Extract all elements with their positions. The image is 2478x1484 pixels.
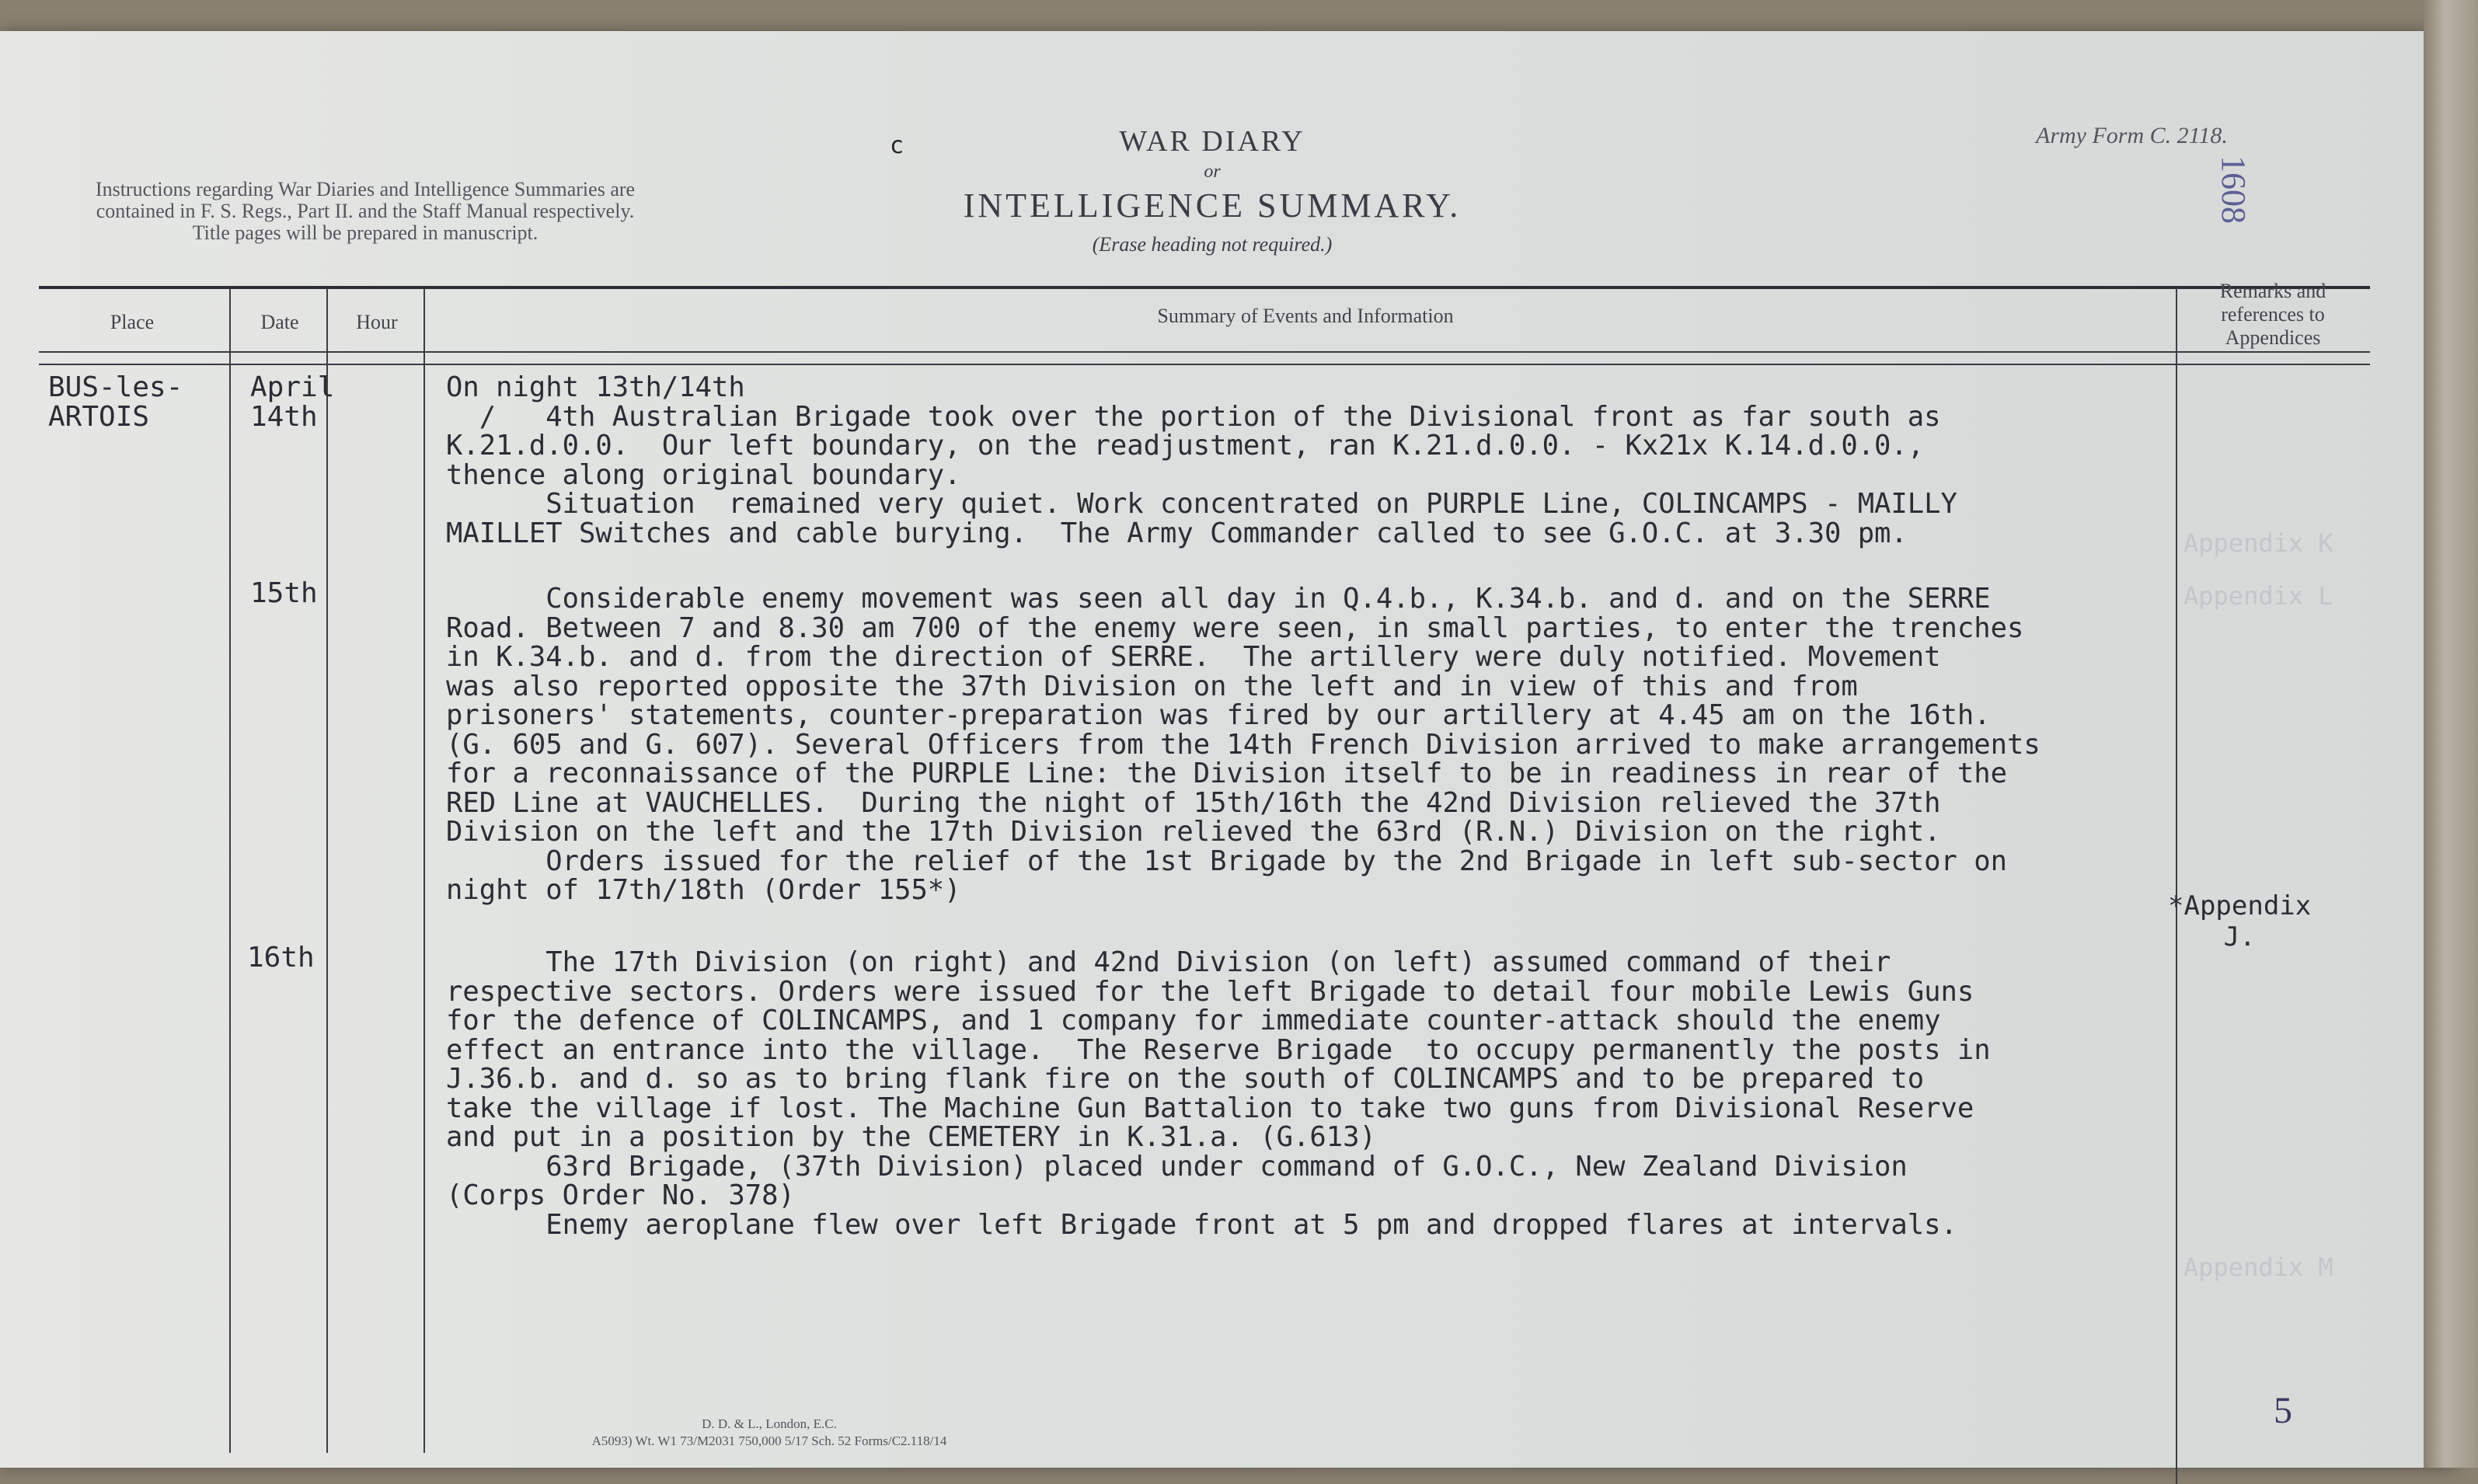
column-divider-place (229, 287, 231, 1453)
erase-heading-note: (Erase heading not required.) (1092, 233, 1333, 256)
title-war-diary: WAR DIARY (1119, 125, 1305, 158)
page-number: 5 (2274, 1390, 2292, 1431)
imprint-line-2: A5093) Wt. W1 73/M2031 750,000 5/17 Sch. 52 Forms/C2.118/14 (591, 1433, 947, 1448)
column-header-date: Date (260, 311, 299, 333)
instructions-note: Instructions regarding War Diaries and Intelligence Summaries are contained in F. S. Regs., Part II. and the Staff Manual respectively. Title pages will be prepared in manuscript. (95, 178, 636, 244)
column-header-remarks: Remarks and references to Appendices (2219, 280, 2326, 349)
appendix-reference-j: *Appendix J. (2168, 890, 2312, 953)
tick-mark: c (890, 132, 904, 159)
title-or: or (1204, 162, 1221, 182)
summary-15th: Considerable enemy movement was seen all day in Q.4.b., K.34.b. and d. and on the SERRE Road. Between 7 and 8.30 am 700 of the enemy were seen, in small parties, to enter the trenches in K.34.b. and d. from the direction of SERRE. The artillery were duly notified. Movement was also reported opposite the 37th Division on the left and in view of this and from prisoners' statements, counter-preparation was fired by our artillery at 4.45 am on the 16th. (G. 605 and G. 607). Several Officers from the 14th French Division arrived to make arrangements for a reconnaissance of the PURPLE Line: the Division itself to be in readiness in rear of the RED Line at VAUCHELLES. During the night of 15th/16th the 42nd Division relieved the 37th Division on the left and the 17th Division relieved the 63rd (R.N.) Division on the right. Orders issued for the relief of the 1st Brigade by the 2nd Brigade in left sub-sector on night of 17th/18th (Order 155*) (446, 583, 2041, 906)
column-divider-hour (423, 287, 425, 1453)
column-divider-date (326, 287, 328, 1453)
title-block (847, 124, 1577, 256)
header-double-rule (39, 364, 2370, 365)
summary-april-14: On night 13th/14th / 4th Australian Brigade took over the portion of the Divisional front as far south as K.21.d.0.0. Our left boundary, on the readjustment, ran K.21.d.0.0. - Kx21x K.14.d.0.0., thence along original boundary. Situation remained very quiet. Work concentrated on PURPLE Line, COLINCAMPS - MAILLY MAILLET Switches and cable burying. The Army Commander called to see G.O.C. at 3.30 pm. (446, 371, 1957, 549)
entry-place: BUS-les- ARTOIS (48, 371, 183, 433)
war-diary-page: Instructions regarding War Diaries and Intelligence Summaries are contained in F. S. Regs., Part II. and the Staff Manual respectively. Title pages will be prepared in manuscript. c WAR DIARY or INTELLIGENCE SUMMARY. (Erase heading not required.) Army Form C. 2118. 1608 Place Date Hour Summary of Events and Information Remarks and references to Appendices BUS-les- ARTOIS April 14th 15th 16th Appendix K Appendix L Appendix M On night 13th/14th / 4th Australian Brigade took over the portion of the Divisional front as far south as K.21.d.0.0. Our left boundary, on the readjustment, ran K.21.d.0.0. - Kx21x K.14.d.0.0., thence along original boundary. Situation remained very quiet. Work concentrated on PURPLE Line, COLINCAMPS - MAILLY MAILLET Switches and cable burying. The Army Commander called to see G.O.C. at 3.30 pm. Considerable enemy movement was seen all day in Q.4.b., K.34.b. and d. and on the SERRE Road. Between 7 and 8.30 am 700 of the enemy were seen, in small parties, to enter the trenches in K.34.b. and d. from the direction of SERRE. The artillery were duly notified. Movement was also reported opposite the 37th Division on the left and in view of this and from prisoners' statements, counter-preparation was fired by our artillery at 4.45 am on the 16th. (G. 605 and G. 607). Several Officers from the 14th French Division arrived to make arrangements for a reconnaissance of the PURPLE Line: the Division itself to be in readiness in rear of the RED Line at VAUCHELLES. During the night of 15th/16th the 42nd Division relieved the 37th Division on the left and the 17th Division relieved the 63rd (R.N.) Division on the right. Orders issued for the relief of the 1st Brigade by the 2nd Brigade in left sub-sector on night of 17th/18th (Order 155*) The 17th Division (on right) and 42nd Division (on left) assumed command of their respective sectors. Orders were issued for the left Brigade to detail four mobile Lewis Guns for the defence of COLINCAMPS, and 1 company for immediate counter-attack should the enemy effect an entrance into the village. The Reserve Brigade to occupy permanently the posts in J.36.b. and d. so as to bring flank fire on the south of COLINCAMPS and to be prepared to take the village if lost. The Machine Gun Battalion to take two guns from Divisional Reserve and put in a position by the CEMETERY in K.31.a. (G.613) 63rd Brigade, (37th Division) placed under command of G.O.C., New Zealand Division (Corps Order No. 378) Enemy aeroplane flew over left Brigade front at 5 pm and dropped flares at intervals. *Appendix J. D. D. & L., London, E.C. A5093) Wt. W1 73/M2031 750,000 5/17 Sch. 52 Forms/C2.118/14 5 (0, 31, 2455, 1468)
army-form-number: Army Form C. 2118. (2036, 123, 2228, 148)
entry-date-16: 16th (247, 942, 315, 974)
entry-date-april-14: April 14th (250, 371, 335, 433)
header-top-rule (39, 286, 2370, 289)
imprint-line-1: D. D. & L., London, E.C. (702, 1416, 837, 1431)
column-divider-remarks (2176, 287, 2177, 1484)
entry-date-15: 15th (250, 577, 318, 609)
page-edge-shadow (2424, 0, 2478, 1468)
column-header-place: Place (110, 311, 155, 333)
title-intelligence-summary: INTELLIGENCE SUMMARY. (963, 186, 1462, 225)
column-header-hour: Hour (356, 311, 398, 333)
stamp-number: 1608 (2215, 155, 2253, 224)
column-header-summary: Summary of Events and Information (1157, 305, 1454, 327)
printer-imprint (497, 1416, 1041, 1450)
header-bottom-rule (39, 351, 2370, 353)
summary-16th: The 17th Division (on right) and 42nd Division (on left) assumed command of their respective sectors. Orders were issued for the left Brigade to detail four mobile Lewis Guns for the defence of COLINCAMPS, and 1 company for immediate counter-attack should the enemy effect an entrance into the village. The Reserve Brigade to occupy permanently the posts in J.36.b. and d. so as to bring flank fire on the south of COLINCAMPS and to be prepared to take the village if lost. The Machine Gun Battalion to take two guns from Divisional Reserve and put in a position by the CEMETERY in K.31.a. (G.613) 63rd Brigade, (37th Division) placed under command of G.O.C., New Zealand Division (Corps Order No. 378) Enemy aeroplane flew over left Brigade front at 5 pm and dropped flares at intervals. (446, 946, 1991, 1241)
